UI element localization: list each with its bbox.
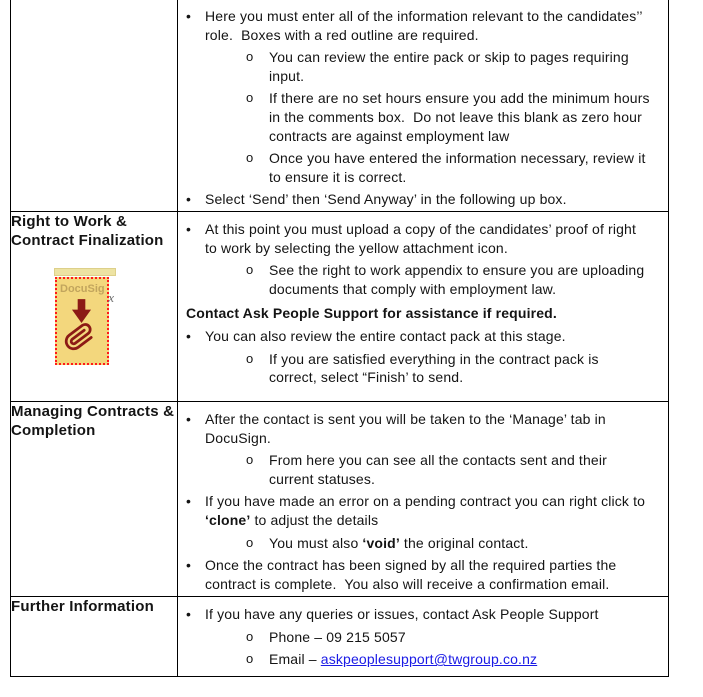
bullet-item [186,190,650,209]
bullet-marker: • [186,493,192,510]
row-header-cell [11,401,178,596]
text-run: Here you must enter all of the information relevant to the candidates’’ role. Boxes with a red outline are required. [205,8,643,43]
bullet-marker: • [186,191,192,208]
sub-bullet-item [246,534,650,553]
text-run: If you are satisfied everything in the contract pack is correct, select “Finish’ to send. [269,350,599,386]
bullet-item [186,7,650,44]
bullet-marker: • [186,327,192,344]
bullet-marker: • [186,220,192,237]
text-run: Phone – 09 215 5057 [269,628,406,645]
bullet-item [186,410,650,447]
bullet-marker: • [186,605,192,622]
text-run: You can also review the entire contact pack at this stage. [205,327,566,344]
resize-handle-icon: x [108,289,114,305]
item-text [269,451,650,488]
item-text [205,190,650,209]
row-header-cell [11,211,178,401]
note-paragraph [186,304,650,323]
text-run: See the right to work appendix to ensure you are uploading documents that comply with employment law. [269,262,645,297]
table-row [11,596,669,676]
item-text [205,7,650,44]
bullet-item [186,556,650,593]
sub-bullet-item [246,628,650,647]
text-run: Select ‘Send’ then ‘Send Anyway’ in the following up box. [205,191,567,208]
row-content-cell [178,0,669,211]
sub-bullet-item [246,48,650,85]
bullet-item [186,327,650,346]
sub-bullet-item [246,350,650,387]
bullet-item [186,605,650,624]
item-text [269,534,650,553]
bullet-item [186,220,650,257]
text-run: At this point you must upload a copy of the candidates’ proof of right to work by selecting the yellow attachment icon. [205,220,637,256]
bullet-marker: • [186,557,192,574]
bullet-marker: • [186,410,192,427]
sub-bullet-item [246,149,650,186]
circle-marker: o [246,534,254,550]
text-run: Once the contract has been signed by all the required parties the contract is complete. You also will receive a confirmation email. [205,557,617,592]
text-run: You must also [269,534,363,551]
circle-marker: o [246,651,254,667]
sub-bullet-item [246,451,650,488]
row-content-cell [178,211,669,401]
item-text [269,89,650,145]
row-header-cell [11,0,178,211]
item-text [205,492,650,529]
email-link[interactable]: askpeoplesupport@twgroup.co.nz [320,651,538,668]
item-text [205,410,650,447]
bullet-list [178,402,668,595]
circle-marker: o [246,90,254,106]
sub-bullet-item [246,89,650,145]
row-header: Further Information [11,597,154,615]
bullet-list [178,0,668,211]
item-text [205,556,650,593]
sub-bullet-item [246,650,650,669]
circle-marker: o [246,150,254,166]
text-run: If you have made an error on a pending contract you can right click to [205,493,646,510]
text-run: the original contact. [399,534,529,551]
item-text [205,605,650,624]
circle-marker: o [246,628,254,644]
item-text [269,350,650,387]
text-run: to adjust the details [250,511,379,528]
toolbar-sliver [54,268,116,276]
bullet-list [178,212,668,389]
sub-bullet-item [246,261,650,298]
text-run: You can review the entire pack or skip to pages requiring input. [269,49,629,84]
item-text [205,220,650,257]
text-run: After the contact is sent you will be taken to the ‘Manage’ tab in DocuSign. [205,410,606,446]
table-row [11,0,669,211]
circle-marker: o [246,262,254,278]
text-run: Email – [269,651,321,668]
row-content-cell [178,401,669,596]
paperclip-icon [62,320,97,359]
table-row [11,401,669,596]
item-text [269,650,650,669]
text-run: From here you can see all the contacts sent and their current statuses. [269,452,607,487]
text-run: Contact Ask People Support for assistance if required. [186,305,557,322]
row-header: Managing Contracts & Completion [11,402,175,439]
item-text [269,261,650,298]
item-text [269,628,650,647]
yellow-attachment-box [55,277,114,365]
text-run: ‘void’ [362,534,400,551]
item-text [205,327,650,346]
item-text [269,48,650,85]
bullet-item [186,492,650,529]
circle-marker: o [246,452,254,468]
text-run: ‘clone’ [205,511,251,528]
docusign-watermark: DocuSig [60,282,105,295]
item-text [186,304,650,323]
circle-marker: o [246,49,254,65]
row-header-cell [11,596,178,676]
bullet-list [178,597,668,671]
table-row [11,211,669,401]
instruction-table [10,0,669,677]
docusign-attachment-image [55,268,117,365]
row-content-cell [178,596,669,676]
text-run: If you have any queries or issues, contact Ask People Support [205,605,599,622]
circle-marker: o [246,350,254,366]
row-header: Right to Work & Contract Finalization [11,212,164,249]
bullet-marker: • [186,8,192,24]
text-run: Once you have entered the information necessary, review it to ensure it is correct. [269,150,646,185]
item-text [269,149,650,186]
text-run: If there are no set hours ensure you add the minimum hours in the comments box. Do not leave this blank as zero hour contracts are against employment law [269,90,650,144]
